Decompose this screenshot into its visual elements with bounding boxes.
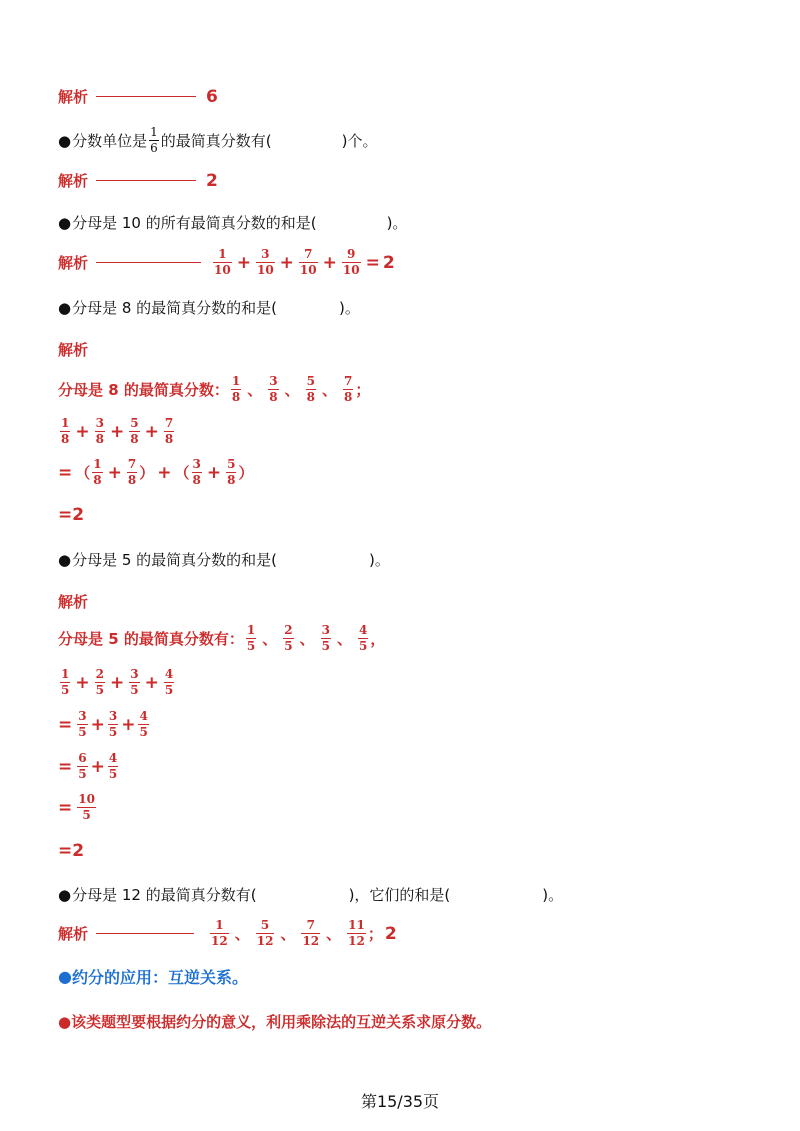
paren: （ — [75, 464, 91, 482]
equals-sign: = — [365, 252, 380, 273]
question-text: )个。 — [341, 132, 378, 150]
fraction: $\frac{1}{8}$ — [231, 374, 241, 404]
jiexi-label: 解析 — [58, 341, 89, 359]
fraction: $\frac{5}{8}$ — [130, 416, 139, 446]
fraction: $\frac{7}{8}$ — [344, 374, 353, 404]
fraction: $\frac{3}{5}$ — [130, 667, 139, 697]
jiexi-label: 解析 — [58, 593, 89, 611]
answer-row-6 — [58, 919, 397, 948]
question-2 — [58, 126, 377, 155]
fraction: $\frac{3}{10}$ — [256, 247, 274, 277]
question-text: 分母是 12 的最简真分数有( — [72, 886, 257, 904]
answer-value: 2 — [384, 923, 397, 944]
answer-5-result — [58, 841, 84, 861]
equals-sign: = — [58, 505, 73, 525]
fraction: $\frac{3}{8}$ — [269, 374, 278, 404]
separator: 、 — [262, 630, 278, 648]
comma: ， — [370, 630, 386, 648]
fraction: $\frac{3}{8}$ — [95, 416, 104, 446]
fraction: $\frac{5}{8}$ — [306, 374, 315, 404]
fraction: $\frac{3}{5}$ — [321, 623, 330, 653]
plus-sign: + — [236, 252, 251, 273]
plus-sign: + — [157, 462, 172, 483]
fraction: $\frac{5}{12}$ — [256, 918, 274, 948]
equals-sign: = — [58, 756, 73, 777]
question-text: )。 — [339, 299, 360, 317]
answer-line — [96, 262, 201, 263]
bullet-icon: ● — [58, 885, 72, 904]
section-note — [58, 1011, 491, 1032]
answer-5-intro — [58, 624, 385, 653]
fraction: $\frac{3}{8}$ — [192, 457, 201, 487]
fraction: $\frac{1}{10}$ — [214, 247, 231, 277]
answer-line — [96, 933, 194, 934]
answer-5-step-3 — [58, 752, 120, 781]
section-title: 约分的应用：互逆关系。 — [71, 968, 248, 987]
bullet-icon: ● — [58, 1012, 72, 1031]
fraction: $\frac{1}{8}$ — [93, 457, 102, 487]
answer-4-step-2 — [58, 458, 254, 487]
answer-row-1 — [58, 86, 218, 107]
bullet-icon: ● — [58, 967, 72, 986]
question-text: 分母是 5 的最简真分数的和是( — [72, 551, 278, 569]
answer-4-intro — [58, 375, 370, 404]
semicolon: ； — [367, 925, 383, 943]
equals-sign: = — [58, 462, 73, 483]
fraction: $\frac{1}{8}$ — [61, 416, 70, 446]
answer-value: 2 — [382, 252, 395, 273]
jiexi-label: 解析 — [58, 88, 89, 106]
plus-sign: + — [109, 421, 125, 442]
fraction — [149, 126, 159, 155]
plus-sign: + — [107, 462, 122, 483]
fraction: $\frac{7}{8}$ — [164, 416, 174, 446]
question-text: 分母是 10 的所有最简真分数的和是( — [72, 214, 317, 232]
question-text: 分母是 8 的最简真分数的和是( — [72, 299, 278, 317]
paren: ） — [238, 464, 254, 482]
separator: 、 — [247, 381, 263, 399]
fraction: $\frac{1}{12}$ — [211, 918, 228, 948]
bullet-icon: ● — [58, 131, 72, 150]
fraction: $\frac{5}{8}$ — [227, 457, 236, 487]
jiexi-label: 解析 — [58, 254, 89, 272]
intro-text: 分母是 5 的最简真分数有： — [58, 630, 244, 648]
plus-sign: + — [206, 462, 222, 483]
plus-sign: + — [144, 421, 159, 442]
intro-text: 分母是 8 的最简真分数： — [58, 381, 229, 399]
separator: 、 — [299, 630, 315, 648]
question-text: 分数单位是 — [72, 132, 148, 150]
plus-sign: + — [121, 714, 136, 735]
question-text: )，它们的和是( — [348, 886, 451, 904]
question-4 — [58, 297, 360, 318]
paren: （ — [174, 464, 190, 482]
fraction: $\frac{2}{5}$ — [95, 667, 104, 697]
bullet-icon: ● — [58, 213, 72, 232]
bullet-icon: ● — [58, 298, 72, 317]
answer-value: 2 — [72, 841, 85, 861]
fraction: $\frac{2}{5}$ — [284, 623, 293, 653]
bullet-icon: ● — [58, 550, 72, 569]
fraction: $\frac{4}{5}$ — [139, 709, 148, 739]
plus-sign: + — [109, 672, 125, 693]
fraction: $\frac{7}{12}$ — [302, 918, 320, 948]
denominator: 6 — [150, 141, 158, 155]
separator: 、 — [280, 925, 296, 943]
plus-sign: + — [144, 672, 159, 693]
separator: 、 — [284, 381, 300, 399]
jiexi-heading-5 — [58, 591, 88, 612]
separator: 、 — [322, 381, 338, 399]
plus-sign: + — [90, 714, 105, 735]
question-text: 的最简真分数有( — [160, 132, 272, 150]
question-text: )。 — [369, 551, 390, 569]
answer-value: 2 — [206, 170, 218, 191]
answer-row-2 — [58, 170, 218, 191]
numerator: 1 — [150, 125, 158, 139]
plus-sign: + — [75, 421, 90, 442]
equals-sign: = — [58, 714, 73, 735]
fraction: $\frac{11}{12}$ — [348, 918, 365, 948]
fraction: $\frac{4}{5}$ — [164, 667, 174, 697]
fraction: $\frac{3}{5}$ — [108, 709, 118, 739]
fraction: $\frac{7}{8}$ — [127, 457, 137, 487]
fraction: $\frac{10}{5}$ — [78, 792, 95, 822]
answer-5-step-4 — [58, 793, 98, 822]
separator: 、 — [234, 925, 250, 943]
note-text: 该类题型要根据约分的意义，利用乘除法的互逆关系求原分数。 — [71, 1013, 492, 1031]
equals-sign: = — [58, 841, 73, 861]
fraction: $\frac{1}{5}$ — [246, 623, 256, 653]
plus-sign: + — [279, 252, 294, 273]
fraction: $\frac{7}{10}$ — [299, 247, 317, 277]
jiexi-label: 解析 — [58, 172, 89, 190]
equals-sign: = — [58, 797, 73, 818]
question-3 — [58, 212, 407, 233]
answer-4-result — [58, 505, 84, 525]
fraction: $\frac{3}{5}$ — [78, 709, 87, 739]
page-footer: 第15/35页 — [360, 1092, 440, 1111]
question-6 — [58, 884, 563, 905]
answer-value: 2 — [72, 505, 85, 525]
semicolon: ； — [355, 381, 371, 399]
fraction: $\frac{9}{10}$ — [342, 247, 360, 277]
separator: 、 — [337, 630, 353, 648]
fraction: $\frac{4}{5}$ — [359, 623, 368, 653]
paren: ） — [139, 464, 155, 482]
question-text: )。 — [386, 214, 408, 232]
question-text: )。 — [542, 886, 564, 904]
question-5 — [58, 549, 390, 570]
answer-5-step-2 — [58, 710, 151, 739]
fraction: $\frac{4}{5}$ — [108, 751, 118, 781]
answer-5-step-1 — [58, 668, 176, 697]
answer-value: 6 — [206, 86, 218, 107]
fraction: $\frac{1}{5}$ — [61, 667, 70, 697]
answer-line — [96, 96, 196, 97]
answer-4-step-1 — [58, 417, 176, 446]
plus-sign: + — [75, 672, 90, 693]
plus-sign: + — [322, 252, 337, 273]
fraction: $\frac{6}{5}$ — [78, 751, 87, 781]
separator: 、 — [326, 925, 342, 943]
answer-row-3 — [58, 248, 395, 277]
answer-line — [96, 180, 196, 181]
section-heading — [58, 965, 248, 988]
jiexi-label: 解析 — [58, 925, 89, 943]
jiexi-heading-4 — [58, 339, 88, 360]
plus-sign: + — [90, 756, 105, 777]
